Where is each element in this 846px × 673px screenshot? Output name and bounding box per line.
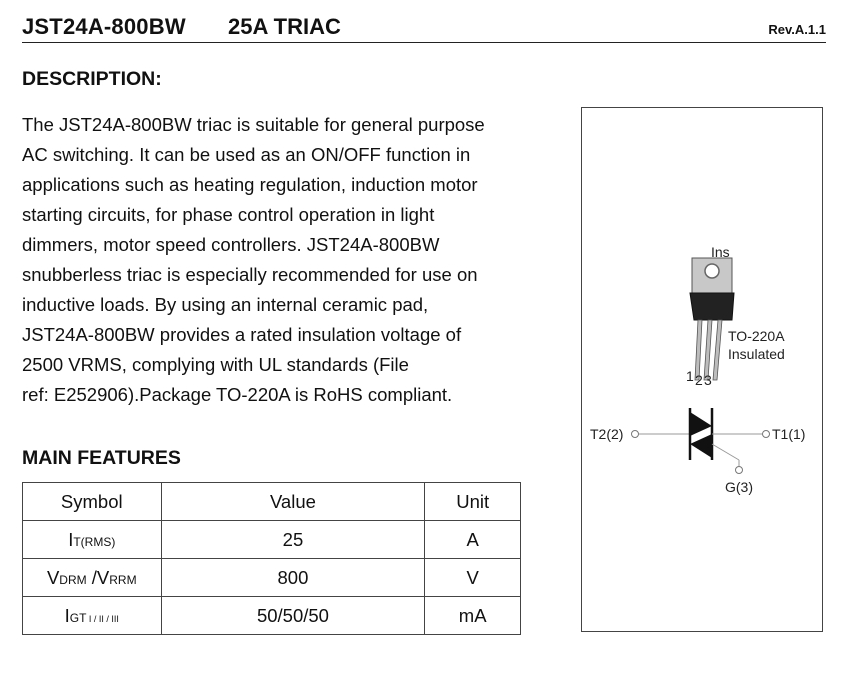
description-line: ref: E252906).Package TO-220A is RoHS compliant. bbox=[22, 384, 453, 405]
description-line: snubberless triac is especially recommended for use on bbox=[22, 264, 478, 285]
symbol-cell bbox=[23, 559, 162, 597]
terminal-t1-label: T1(1) bbox=[772, 426, 806, 442]
triac-symbol-icon bbox=[632, 408, 770, 474]
description-text bbox=[22, 110, 532, 410]
terminal-t2-label: T2(2) bbox=[590, 426, 624, 442]
package-illustration bbox=[582, 108, 824, 633]
package-name: TO-220A bbox=[728, 328, 785, 344]
table-row bbox=[23, 559, 521, 597]
description-line: dimmers, motor speed controllers. JST24A-800BW bbox=[22, 234, 440, 255]
description-line: AC switching. It can be used as an ON/OFF function in bbox=[22, 144, 471, 165]
symbol-main: V bbox=[96, 566, 110, 588]
description-line: inductive loads. By using an internal ceramic pad, bbox=[22, 294, 429, 315]
part-number: JST24A-800BW bbox=[22, 14, 186, 39]
symbol-main: V bbox=[46, 566, 60, 588]
symbol-separator: / bbox=[86, 566, 97, 588]
package-tab-label: Ins bbox=[711, 244, 730, 260]
pin-number-label: 2 bbox=[695, 372, 703, 388]
symbol-main: I bbox=[64, 604, 70, 626]
description-line: The JST24A-800BW triac is suitable for general purpose bbox=[22, 114, 485, 135]
column-header-unit: Unit bbox=[425, 483, 521, 521]
main-features-table bbox=[22, 482, 521, 635]
description-line: starting circuits, for phase control operation in light bbox=[22, 204, 435, 225]
symbol-quadrants: I / II / III bbox=[86, 613, 119, 624]
symbol-cell bbox=[23, 597, 162, 635]
column-header-symbol: Symbol bbox=[23, 483, 162, 521]
description-line: JST24A-800BW provides a rated insulation voltage of bbox=[22, 324, 462, 345]
value-cell: 25 bbox=[161, 521, 425, 559]
unit-cell: A bbox=[425, 521, 521, 559]
terminal-gate-label: G(3) bbox=[725, 479, 753, 495]
symbol-cell bbox=[23, 521, 162, 559]
value-cell: 800 bbox=[161, 559, 425, 597]
table-header-row bbox=[23, 483, 521, 521]
document-header bbox=[22, 12, 826, 43]
product-type: 25A TRIAC bbox=[228, 14, 341, 39]
symbol-subscript: GT bbox=[69, 610, 87, 625]
description-line: applications such as heating regulation, induction motor bbox=[22, 174, 478, 195]
table-row bbox=[23, 521, 521, 559]
package-panel bbox=[581, 107, 823, 632]
revision-label: Rev.A.1.1 bbox=[768, 22, 826, 37]
features-heading: MAIN FEATURES bbox=[22, 447, 181, 469]
symbol-main: I bbox=[68, 528, 74, 550]
symbol-subscript: T(RMS) bbox=[73, 534, 116, 549]
column-header-value: Value bbox=[161, 483, 425, 521]
package-note: Insulated bbox=[728, 346, 785, 362]
symbol-subscript: DRM bbox=[59, 572, 87, 587]
symbol-subscript: RRM bbox=[109, 572, 137, 587]
pin-number-label: 3 bbox=[704, 372, 712, 388]
pin-number-label: 1 bbox=[686, 368, 694, 384]
description-line: 2500 VRMS, complying with UL standards (File bbox=[22, 354, 409, 375]
unit-cell: V bbox=[425, 559, 521, 597]
unit-cell: mA bbox=[425, 597, 521, 635]
value-cell: 50/50/50 bbox=[161, 597, 425, 635]
table-row bbox=[23, 597, 521, 635]
description-heading: DESCRIPTION: bbox=[22, 68, 162, 90]
